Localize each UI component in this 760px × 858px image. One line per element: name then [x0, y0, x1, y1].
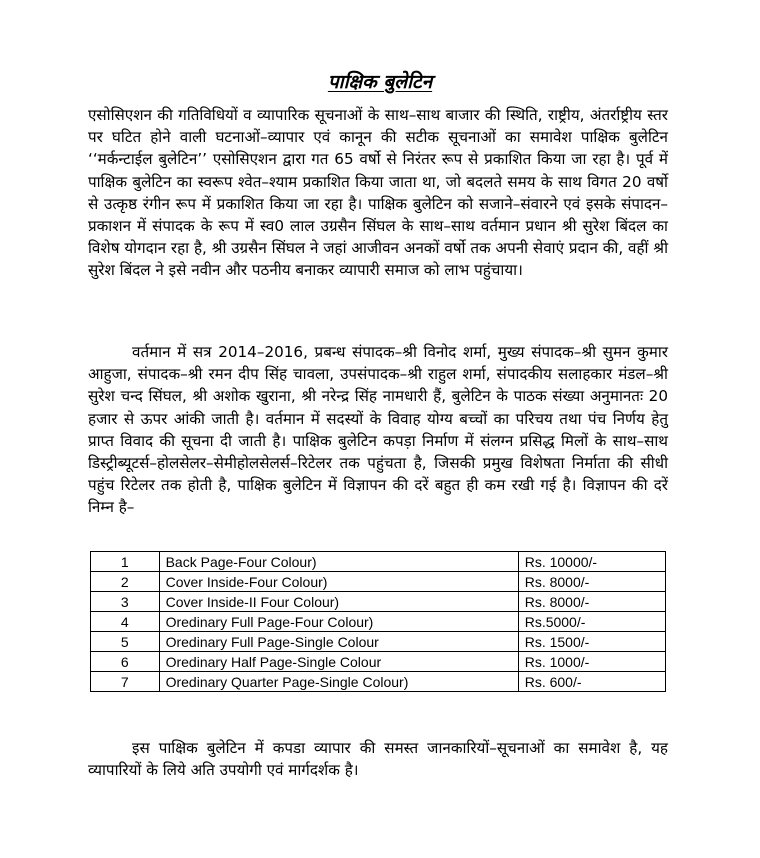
editors-paragraph: वर्तमान में सत्र 2014–2016, प्रबन्ध संपादक–श्री विनोद शर्मा, मुख्य संपादक–श्री सुमन कुमार आहुजा, संपादक–श्री रमन दीप सिंह चावला, उपसंपादक–श्री राहुल शर्मा, संपादकीय सलाहकार मंडल–श्री सुरेश चन्द सिंघल, श्री अशोक खुराना, श्री नरेन्द्र सिंह नामधारी हैं, बुलेटिन के पाठक संख्या अनुमानतः 20 हजार से ऊपर आंकी जाती है। वर्तमान में सदस्यों के विवाह योग्य बच्चों का परिचय तथा पंच निर्णय हेतु प्राप्त विवाद की सूचना दी जाती है। पाक्षिक बुलेटिन कपड़ा निर्माण में संलग्न प्रसिद्ध मिलों के साथ–साथ डिस्ट्रीब्यूटर्स–होलसेलर–सेमीहोलसेलर्स–रिटेलर तक पहुंचता है, जिसकी प्रमुख विशेषता निर्माता की सीधी पहुंच रिटेलर तक होती है, पाक्षिक बुलेटिन में विज्ञापन की दरें बहुत ही कम रखी गई है। विज्ञापन की दरें निम्न है– — [88, 343, 668, 517]
ad-price: Rs. 1000/- — [518, 652, 665, 672]
intro-paragraph: एसोसिएशन की गतिविधियों व व्यापारिक सूचनाओं के साथ–साथ बाजार की स्थिति, राष्ट्रीय, अंतर्राष्ट्रीय स्तर पर घटित होने वाली घटनाओं–व्यापार एवं कानून की सटीक सूचनाओं का समावेश पाक्षिक बुलेटिन ‘‘मर्कन्टाईल बुलेटिन’’ एसोसिएशन द्वारा गत 65 वर्षो से निरंतर रूप से प्रकाशित किया जा रहा है। पूर्व में पाक्षिक बुलेटिन का स्वरूप श्वेत–श्याम प्रकाशित किया जाता था, जो बदलते समय के साथ विगत 20 वर्षो से उत्कृष्ठ रंगीन रूप में प्रकाशित किया जा रहा है। पाक्षिक बुलेटिन को सजाने–संवारने एवं इसके संपादन–प्रकाशन में संपादक के रूप में स्व0 लाल उग्रसैन सिंघल के साथ–साथ वर्तमान प्रधान श्री सुरेश बिंदल का विशेष योगदान रहा है, श्री उग्रसैन सिंघल ने जहां आजीवन अनकों वर्षो तक अपनी सेवाएं प्रदान की, वहीं श्री सुरेश बिंदल ने इसे नवीन और पठनीय बनाकर व्यापारी समाज को लाभ पहुंचाया। — [88, 106, 668, 280]
ad-price: Rs.5000/- — [518, 612, 665, 632]
table-row — [91, 652, 666, 672]
ad-placement: Cover Inside-II Four Colour) — [159, 592, 518, 612]
table-row — [91, 572, 666, 592]
row-number: 3 — [91, 592, 160, 612]
page-title: पाक्षिक बुलेटिन — [327, 71, 433, 93]
row-number: 4 — [91, 612, 160, 632]
row-number: 5 — [91, 632, 160, 652]
ad-placement: Oredinary Full Page-Single Colour — [159, 632, 518, 652]
table-row — [91, 672, 666, 692]
ad-price: Rs. 600/- — [518, 672, 665, 692]
table-row — [91, 592, 666, 612]
ad-price: Rs. 10000/- — [518, 552, 665, 572]
ad-placement: Back Page-Four Colour) — [159, 552, 518, 572]
row-number: 7 — [91, 672, 160, 692]
ad-placement: Oredinary Quarter Page-Single Colour) — [159, 672, 518, 692]
ad-price: Rs. 1500/- — [518, 632, 665, 652]
row-number: 1 — [91, 552, 160, 572]
ad-price: Rs. 8000/- — [518, 592, 665, 612]
table-row — [91, 552, 666, 572]
row-number: 6 — [91, 652, 160, 672]
ad-placement: Oredinary Full Page-Four Colour) — [159, 612, 518, 632]
table-row — [91, 612, 666, 632]
closing-paragraph: इस पाक्षिक बुलेटिन में कपडा व्यापार की समस्त जानकारियों–सूचनाओं का समावेश है, यह व्यापारियों के लिये अति उपयोगी एवं मार्गदर्शक है। — [88, 739, 668, 780]
ad-placement: Oredinary Half Page-Single Colour — [159, 652, 518, 672]
ad-price: Rs. 8000/- — [518, 572, 665, 592]
advertisement-rates-table — [90, 551, 666, 692]
row-number: 2 — [91, 572, 160, 592]
ad-placement: Cover Inside-Four Colour) — [159, 572, 518, 592]
table-row — [91, 632, 666, 652]
